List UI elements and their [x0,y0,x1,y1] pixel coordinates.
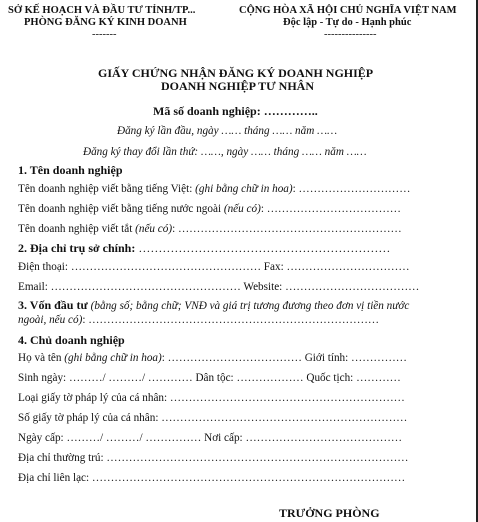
vn-name-note: (ghi bằng chữ in hoa) [195,183,293,195]
office-name: PHÒNG ĐĂNG KÝ KINH DOANH [24,17,187,28]
right-divider: --------------- [324,29,377,40]
contact-address-line: Địa chỉ liên lạc: ………………………………………………………………………… [18,472,406,484]
short-name-dots: : …………………………………………………… [172,223,402,235]
id-type-line: Loại giấy tờ pháp lý của cá nhân: ……………………………………………………… [18,392,405,404]
issue-date-place-line: Ngày cấp: ………/ ………/ …………… Nơi cấp: …………………………………… [18,432,403,444]
section-2-heading-line [18,241,390,256]
owner-name-dots: : ……………………………… Giới tính: …………… [161,352,407,364]
section-3-dots: : …………………………………………………………………… [82,314,380,326]
signature-title: TRƯỞNG PHÒNG [279,506,380,520]
phone-fax-line: Điện thoại: …………………………………………… Fax: …………………………… [18,261,410,273]
section-4-heading: 4. Chủ doanh nghiệp [18,333,125,347]
section-3-note-cont: ngoài, nếu có) [18,314,83,326]
first-registration-line: Đăng ký lần đầu, ngày …… tháng …… năm …… [117,125,338,137]
national-motto: Độc lập - Tự do - Hạnh phúc [283,17,412,28]
section-3-line2 [18,314,379,326]
dob-line: Sinh ngày: ………/ ………/ ………… Dân tộc: ……………… Quốc tịch: ………… [18,372,401,384]
section-3-heading: 3. Vốn đầu tư [18,298,91,312]
vn-name-line [18,183,410,195]
section-1-heading: 1. Tên doanh nghiệp [18,163,123,177]
owner-name-line [18,352,407,364]
email-website-line: Email: …………………………………………… Website: ……………………………… [18,281,420,293]
vn-name-dots: : ………………………… [292,183,411,195]
department-name: SỞ KẾ HOẠCH VÀ ĐẦU TƯ TỈNH/TP... [8,5,196,16]
short-name-note: (nếu có) [135,223,173,235]
vn-name-label: Tên doanh nghiệp viết bằng tiếng Việt: [18,183,196,195]
short-name-label: Tên doanh nghiệp viết tắt [18,223,136,235]
document-subtitle: DOANH NGHIỆP TƯ NHÂN [161,79,315,93]
foreign-name-dots: : ……………………………… [260,203,401,215]
change-registration-line: Đăng ký thay đổi lần thứ: ……, ngày …… tháng …… năm …… [83,146,367,158]
foreign-name-line [18,203,401,215]
section-2-dots: ……………………………………………………… [138,241,391,255]
id-number-line: Số giấy tờ pháp lý của cá nhân: ………………………………………………………… [18,412,408,424]
foreign-name-note: (nếu có) [223,203,261,215]
left-divider: ------- [92,29,117,40]
section-3-note: (bằng số; bằng chữ; VNĐ và giá trị tương đương theo đơn vị tiền nước [90,300,410,312]
owner-name-note: (ghi bằng chữ in hoa) [64,352,162,364]
enterprise-code-line: Mã số doanh nghiệp: ………….. [153,104,318,118]
short-name-line [18,223,402,235]
section-2-heading: 2. Địa chỉ trụ sở chính: [18,241,139,255]
owner-name-label: Họ và tên [18,352,65,364]
country-name: CỘNG HÒA XÃ HỘI CHỦ NGHĨA VIỆT NAM [239,5,457,16]
section-3-line1 [18,298,409,313]
permanent-address-line: Địa chỉ thường trú: ……………………………………………………………………… [18,452,409,464]
foreign-name-label: Tên doanh nghiệp viết bằng tiếng nước ngoài [18,203,224,215]
document-title: GIẤY CHỨNG NHẬN ĐĂNG KÝ DOANH NGHIỆP [98,66,374,80]
